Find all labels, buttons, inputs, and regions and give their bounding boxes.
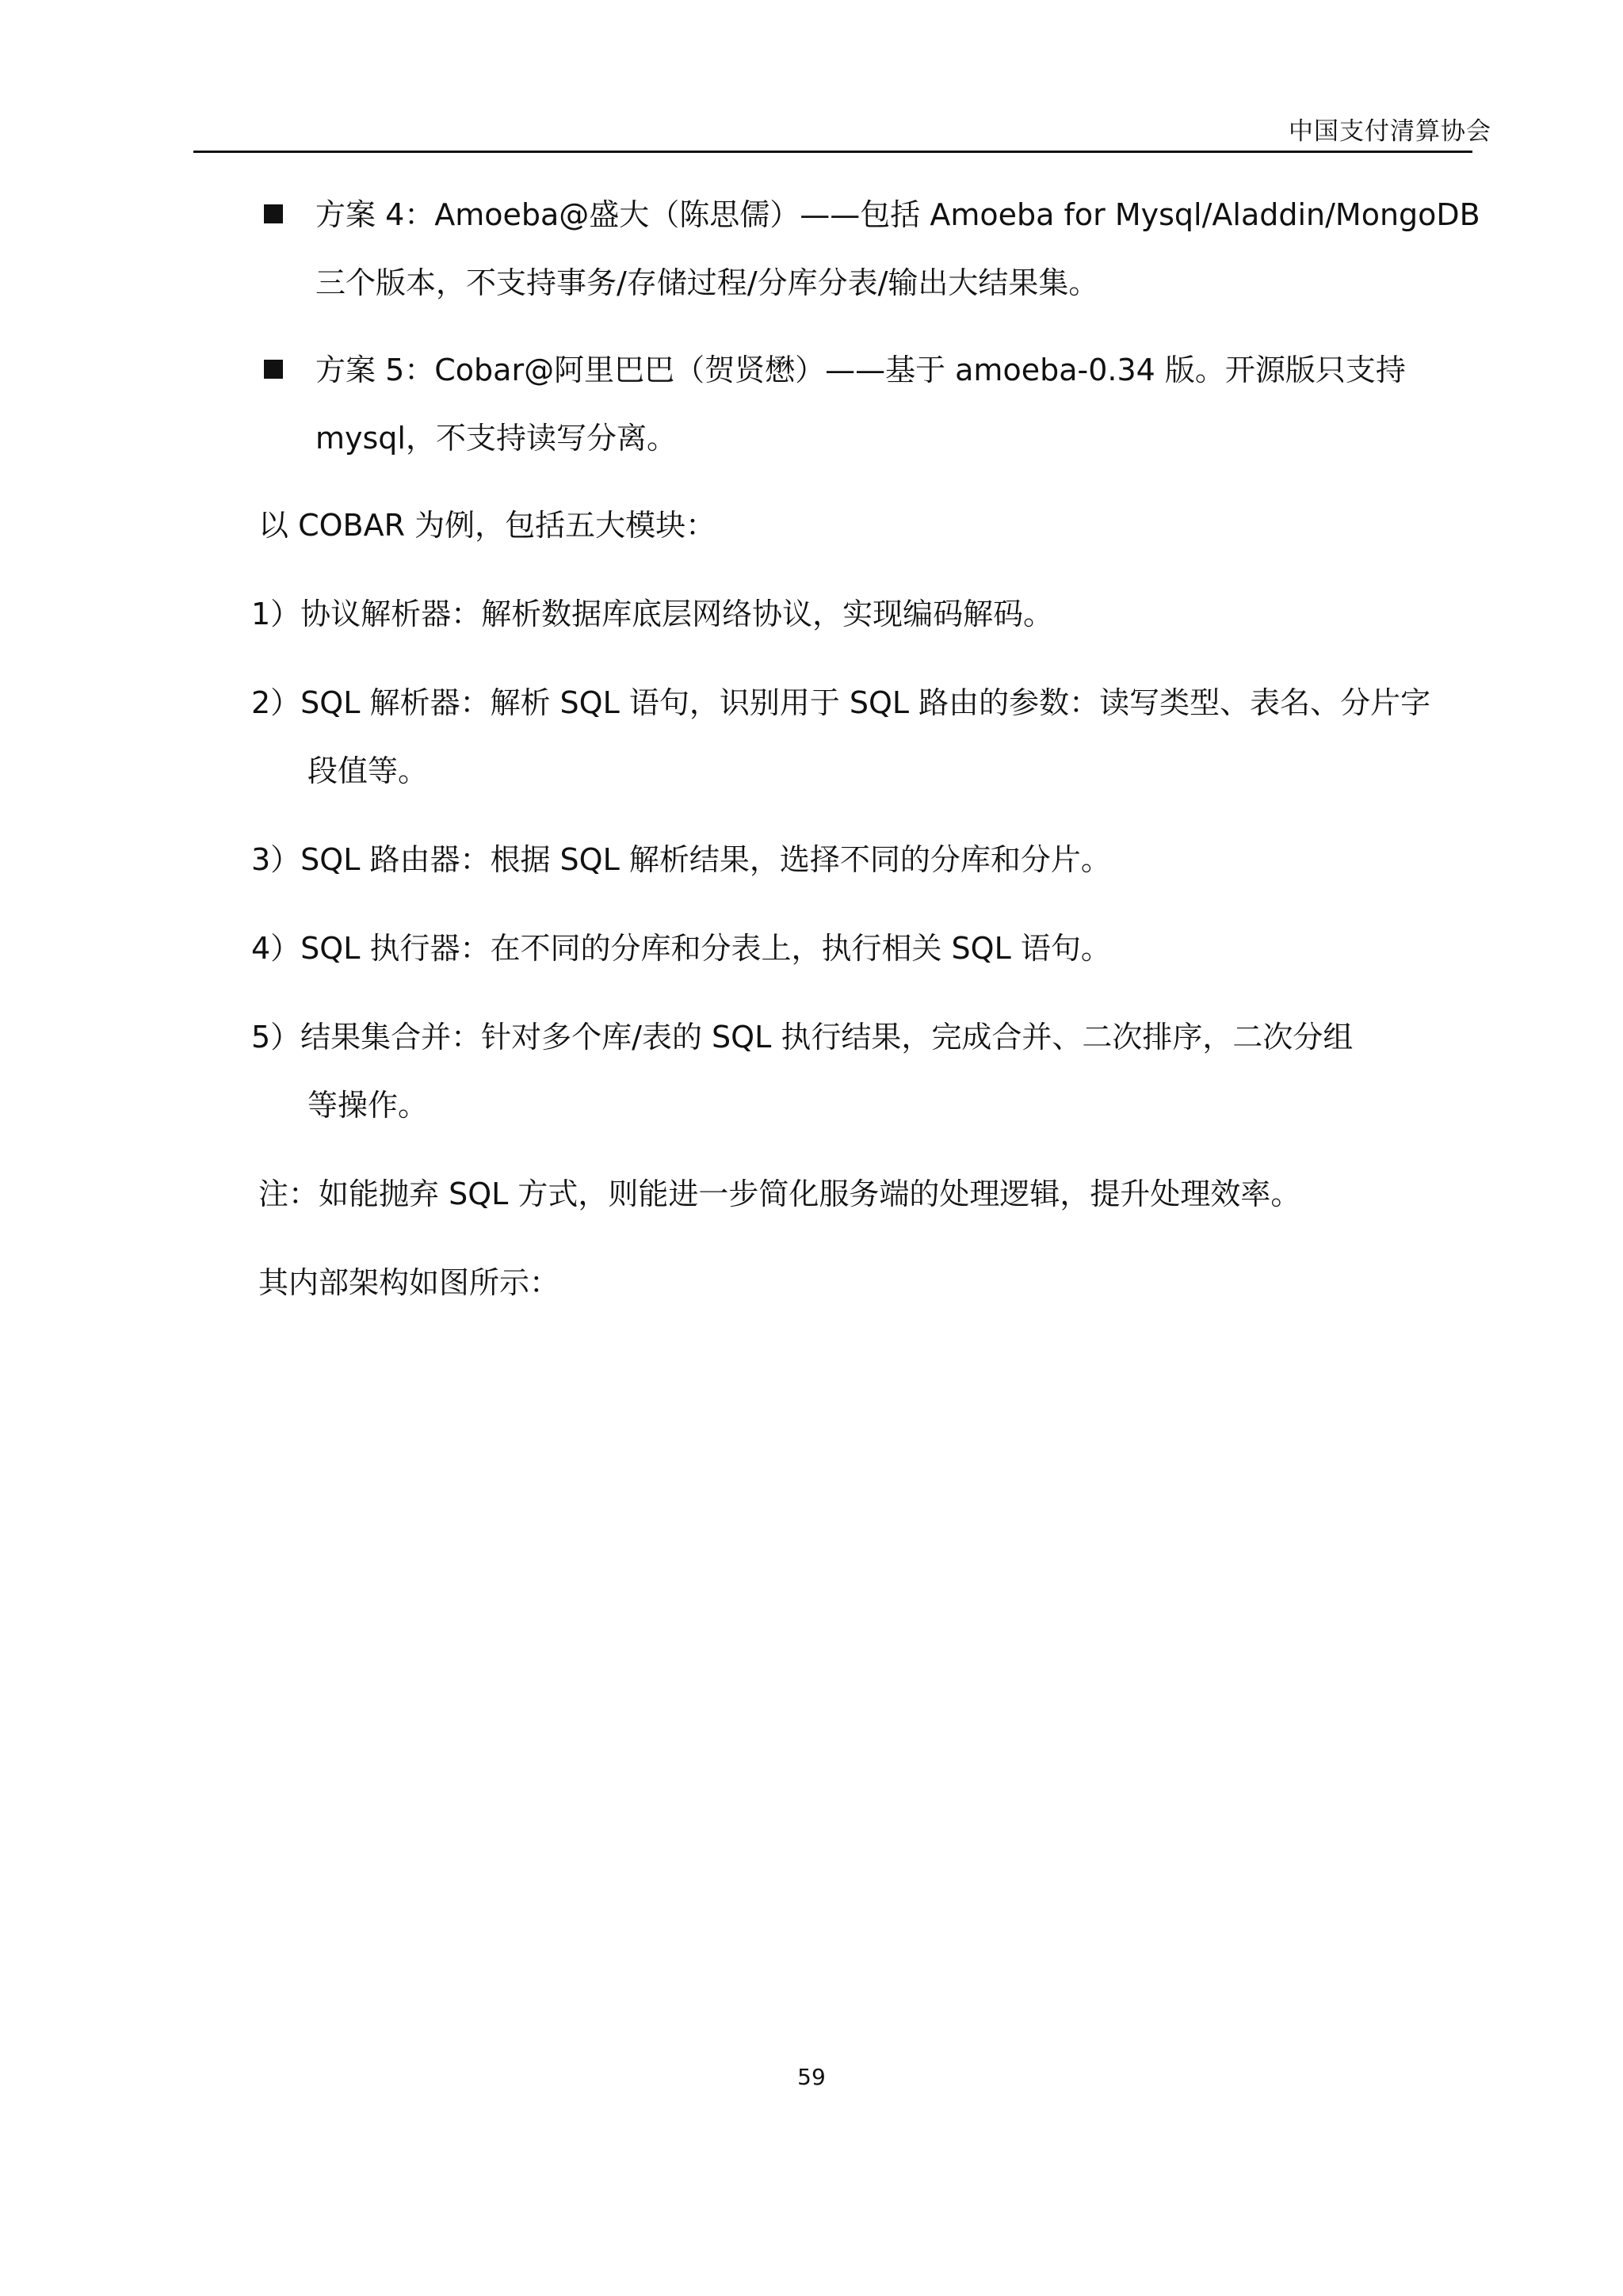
module-item: 5）结果集合并：针对多个库/表的 SQL 执行结果，完成合并、二次排序，二次分组 — [251, 1020, 1354, 1055]
module-item: 4）SQL 执行器：在不同的分库和分表上，执行相关 SQL 语句。 — [251, 931, 1111, 966]
architecture-intro: 其内部架构如图所示： — [258, 1265, 560, 1300]
module-item: 2）SQL 解析器：解析 SQL 语句，识别用于 SQL 路由的参数：读写类型、表名、分片字 — [251, 685, 1431, 720]
header-organization: 中国支付清算协会 — [1289, 117, 1491, 146]
square-bullet-icon — [264, 204, 283, 223]
square-bullet-icon — [264, 360, 283, 379]
module-item-continuation: 段值等。 — [307, 753, 429, 788]
header-divider — [193, 151, 1472, 153]
module-item-continuation: 等操作。 — [307, 1088, 429, 1123]
bullet-text-line: mysql，不支持读写分离。 — [315, 421, 677, 456]
bullet-text-line: 方案 4：Amoeba@盛大（陈思儒）——包括 Amoeba for Mysql/Aladdin/MongoDB — [315, 197, 1480, 232]
module-item: 3）SQL 路由器：根据 SQL 解析结果，选择不同的分库和分片。 — [251, 842, 1111, 877]
page-number: 59 — [797, 2064, 826, 2090]
intro-paragraph: 以 COBAR 为例，包括五大模块： — [258, 508, 716, 543]
bullet-text-line: 三个版本，不支持事务/存储过程/分库分表/输出大结果集。 — [315, 265, 1099, 300]
module-item: 1）协议解析器：解析数据库底层网络协议，实现编码解码。 — [251, 597, 1054, 631]
note-paragraph: 注：如能抛弃 SQL 方式，则能进一步简化服务端的处理逻辑，提升处理效率。 — [258, 1177, 1301, 1211]
bullet-text-line: 方案 5：Cobar@阿里巴巴（贺贤懋）——基于 amoeba-0.34 版。开源版只支持 — [315, 353, 1406, 387]
